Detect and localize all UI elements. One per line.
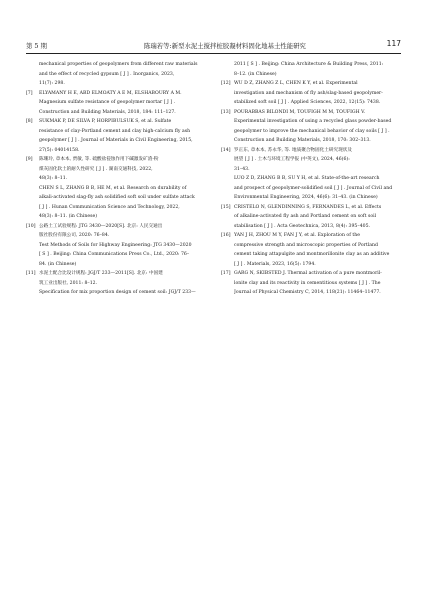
reference-line: 筑工业出版社, 2011: 8–12. — [39, 280, 98, 286]
reference-entry — [26, 155, 209, 222]
reference-number — [26, 60, 39, 89]
running-header — [26, 40, 401, 54]
reference-line: 27(5): 04014158. — [39, 147, 80, 153]
reference-text — [39, 269, 209, 298]
reference-line: YAN J H, ZHOU M Y, FAN J Y, et al. Exploration of the — [234, 233, 360, 238]
reference-text — [39, 60, 209, 89]
reference-line: 2011 [ S ] . Beijing: China Architecture & Building Press, 2011: — [234, 62, 384, 67]
reference-number: [10] — [26, 223, 36, 229]
reference-text — [234, 269, 403, 298]
reference-entry — [26, 89, 209, 118]
reference-line: resistance of clay-Portland cement and clay high-calcium fly ash — [39, 128, 191, 134]
reference-entry — [221, 203, 403, 232]
reference-number: [17] — [221, 271, 231, 276]
reference-line: and the effect of recycled gypsum [ J ] . Inorganics, 2023, — [39, 71, 175, 77]
reference-line: [ J ] . Materials, 2023, 16(5): 1794. — [234, 261, 316, 267]
reference-line: POURABBAS BILONDI M, TOUFIGH M M, TOUFIGH V. — [234, 109, 366, 115]
reference-text — [234, 60, 403, 79]
reference-text — [234, 79, 403, 108]
reference-entry — [221, 146, 403, 203]
reference-line: [ J ] . Hunan Communication Science and Technology, 2022, — [39, 204, 180, 210]
reference-entry — [26, 222, 209, 270]
reference-text — [234, 146, 403, 203]
reference-line: alkali-activated slag-fly ash solidified soft soil under sulfate attack — [39, 195, 195, 200]
reference-entry — [26, 269, 209, 298]
reference-entry — [221, 108, 403, 146]
reference-line: Test Methods of Soils for Highway Engineering: JTG 3430—2020 — [39, 242, 192, 248]
reference-text — [39, 89, 209, 118]
reference-line: ELYAMANY H E, ABD ELMOATY A E M, ELSHABOURY A M. — [39, 90, 182, 96]
reference-number: [11] — [26, 271, 36, 276]
reference-text — [39, 155, 209, 222]
reference-line: 版社股份有限公司, 2020: 76–84. — [39, 233, 110, 238]
reference-line: Magnesium sulfate resistance of geopolymer mortar [ J ] . — [39, 100, 176, 105]
reference-line: GARG N, SKIBSTED J. Thermal activation of a pure montmoril- — [234, 271, 382, 276]
reference-line: [ S ] . Beijing: China Communications Press Co., Ltd., 2020: 76– — [39, 252, 190, 257]
reference-line: 罗正东, 章本本, 苏永华, 等. 地质聚合物固化土研究现状及 — [234, 147, 352, 153]
reference-line: stabilisation [ J ] . Acta Geotechnica, 2013, 8(4): 395–405. — [234, 223, 370, 229]
reference-text — [39, 222, 209, 270]
reference-entry — [26, 60, 209, 89]
reference-column-left — [26, 60, 209, 298]
reference-entry — [221, 269, 403, 298]
reference-line: CHEN S L, ZHANG B B, HE M, et al. Research on durability of — [39, 185, 187, 191]
reference-column-right — [221, 60, 403, 298]
reference-line: 展望 [ J ] . 土木与环境工程学报 (中英文), 2024, 46(6): — [234, 157, 350, 162]
reference-text — [234, 203, 403, 232]
reference-line: geopolymer [ J ] . Journal of Materials in Civil Engineering, 2015, — [39, 138, 193, 143]
reference-line: 公路土工试验规程: JTG 3430—2020[S]. 北京: 人民交通出 — [39, 223, 163, 229]
reference-line: 84. (in Chinese) — [39, 261, 77, 267]
reference-line: cement taking attapulgite and montmorillonite clay as an additive — [234, 252, 390, 257]
reference-line: geopolymer to improve the mechanical behavior of clay soils [ J ] . — [234, 128, 390, 134]
reference-line: 8–12. (in Chinese) — [234, 71, 277, 77]
reference-line: 31–43. — [234, 166, 250, 172]
reference-number: [16] — [221, 233, 231, 238]
page-number: 117 — [386, 39, 401, 48]
reference-number: [9] — [26, 157, 33, 162]
reference-line: Journal of Physical Chemistry C, 2014, 118(21): 11464–11477. — [234, 290, 381, 295]
reference-line: compressive strength and microscopic properties of Portland — [234, 242, 378, 248]
reference-line: Specification for mix proportion design of cement soil: JGJ/T 233— — [39, 290, 196, 295]
reference-line: lonite clay and its reactivity in cementitious systems [ J ] . The — [234, 280, 381, 286]
reference-entry — [221, 60, 403, 79]
reference-entry — [221, 231, 403, 269]
reference-line: 煤灰固化软土的耐久性研究 [ J ] . 湖南交通科技, 2022, — [39, 166, 153, 172]
running-title: 陈瑞若等:新型水泥土搅拌桩胶凝材料固化地基土性能研究 — [144, 42, 306, 50]
reference-line: Construction and Building Materials, 2018, 170: 302–313. — [234, 138, 371, 143]
reference-number: [7] — [26, 90, 33, 96]
reference-line: of alkaline-activated fly ash and Portland cement on soft soil — [234, 214, 377, 219]
reference-line: Environmental Engineering, 2024, 46(6): 31–43. (in Chinese) — [234, 195, 378, 200]
header-rule — [26, 53, 401, 54]
reference-line: WU D Z, ZHANG Z L, CHEN K Y, et al. Experimental — [234, 81, 358, 86]
reference-number: [8] — [26, 119, 33, 124]
reference-line: 水泥土配合比设计规程: JGJ/T 233—2011[S]. 北京: 中国建 — [39, 271, 163, 276]
reference-line: and prospect of geopolymer-solidified soil [ J ] . Journal of Civil and — [234, 185, 393, 191]
reference-line: Construction and Building Materials, 2018, 184: 111–127. — [39, 109, 176, 115]
reference-line: 11(7): 298. — [39, 81, 65, 86]
reference-entry — [26, 117, 209, 155]
reference-text — [234, 231, 403, 269]
reference-line: Experimental investigation of using a recycled glass powder-based — [234, 119, 392, 124]
reference-text — [234, 108, 403, 146]
reference-number — [221, 60, 234, 79]
reference-number: [12] — [221, 81, 231, 86]
reference-line: 48(3): 8–11. (in Chinese) — [39, 214, 98, 219]
reference-line: 48(3): 8–11. — [39, 176, 68, 181]
reference-line: LUO Z D, ZHANG B B, SU Y H, et al. State-of-the-art research — [234, 176, 380, 181]
reference-number: [15] — [221, 204, 231, 210]
reference-line: stabilized soft soil [ J ] . Applied Sciences, 2022, 12(15): 7438. — [234, 100, 381, 105]
reference-line: 陈珊玲, 章本本, 贾敏, 等. 硫酸盐侵蚀作用下碱激发矿渣-粉 — [39, 157, 159, 162]
reference-line: SUKMAK P, DE SILVA P, HORPIBULSUK S, et al. Sulfate — [39, 119, 172, 124]
reference-line: CRISTELO N, GLENDINNING S, FERNANDES L, et al. Effects — [234, 204, 382, 210]
reference-text — [39, 117, 209, 155]
reference-line: investigation and mechanism of fly ash/slag-based geopolymer- — [234, 90, 383, 96]
reference-number: [14] — [221, 147, 231, 153]
issue-number: 第 5 期 — [26, 42, 47, 50]
reference-number: [13] — [221, 109, 231, 115]
reference-line: mechanical properties of geopolymers from different raw materials — [39, 62, 198, 67]
reference-entry — [221, 79, 403, 108]
